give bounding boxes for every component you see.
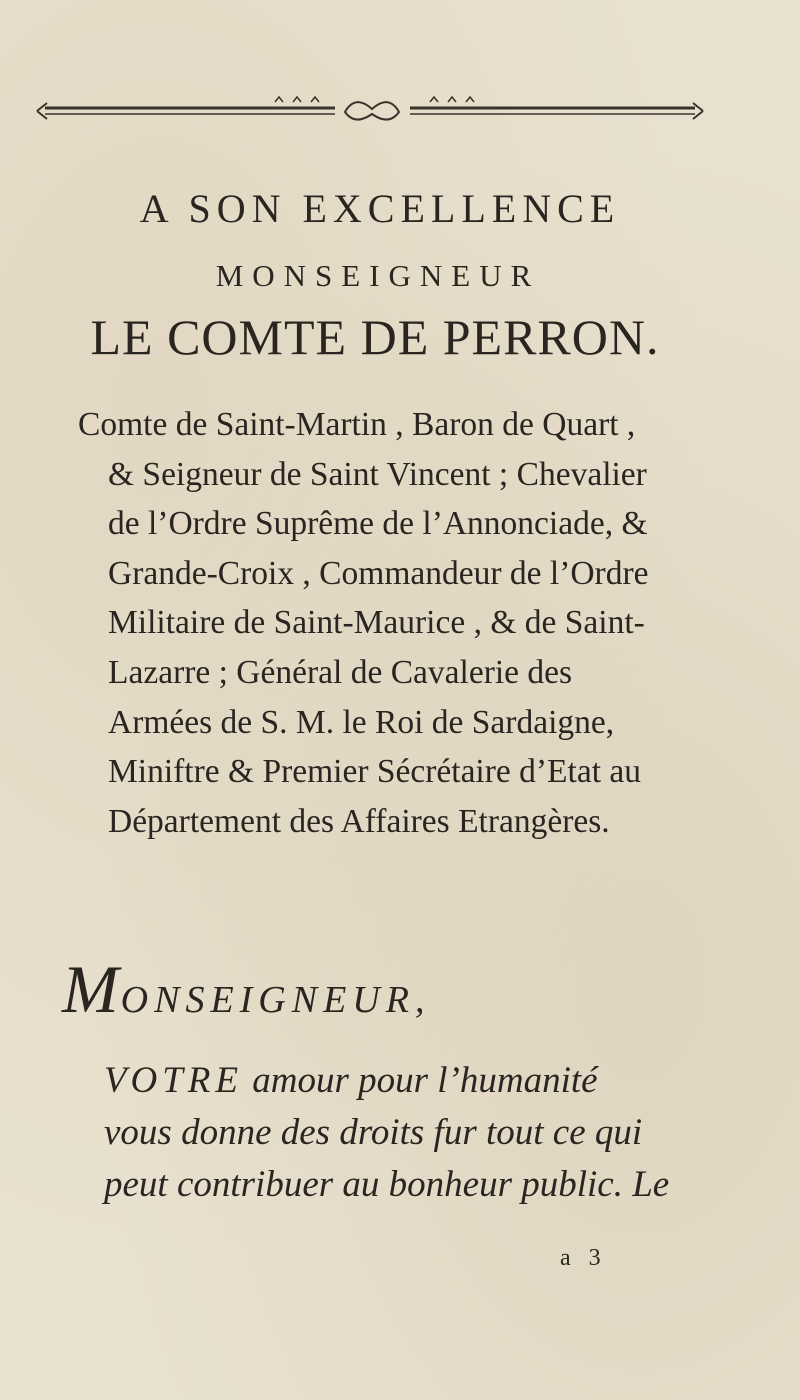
titles-paragraph xyxy=(78,400,768,846)
titles-line: Militaire de Saint-Maurice , & de Saint- xyxy=(108,604,645,642)
titles-line: Grande-Croix , Commandeur de l’Ordre xyxy=(108,554,649,592)
body-first-word: VOTRE xyxy=(104,1060,243,1101)
body-line-2: vous donne des droits fur tout ce qui xyxy=(104,1112,643,1153)
titles-line: Armées de S. M. le Roi de Sardaigne, xyxy=(108,703,615,741)
titles-line: Département des Affaires Etrangères. xyxy=(108,802,610,840)
titles-line: & Seigneur de Saint Vincent ; Chevalier xyxy=(108,455,647,493)
dedication-line-2: MONSEIGNEUR xyxy=(215,258,541,293)
header-ornament xyxy=(35,92,710,130)
titles-line: Comte de Saint-Martin , Baron de Quart , xyxy=(78,406,636,443)
dedication-line-1: A SON EXCELLENCE xyxy=(139,186,621,231)
titles-line: Miniftre & Premier Sécrétaire d’Etat au xyxy=(108,753,641,791)
salutation xyxy=(62,950,430,1029)
body-paragraph xyxy=(104,1055,744,1211)
titles-line: de l’Ordre Suprême de l’Annonciade, & xyxy=(108,505,648,543)
dedication-line-3: LE COMTE DE PERRON. xyxy=(90,309,660,365)
salutation-initial: M xyxy=(62,951,121,1027)
body-line-3: peut contribuer au bonheur public. Le xyxy=(104,1164,670,1205)
body-line-1-rest: amour pour l’humanité xyxy=(243,1060,598,1101)
signature-mark: a 3 xyxy=(560,1245,607,1271)
titles-line: Lazarre ; Général de Cavalerie des xyxy=(108,653,573,691)
salutation-rest: ONSEIGNEUR, xyxy=(120,979,431,1021)
body-line-1 xyxy=(104,1055,744,1107)
